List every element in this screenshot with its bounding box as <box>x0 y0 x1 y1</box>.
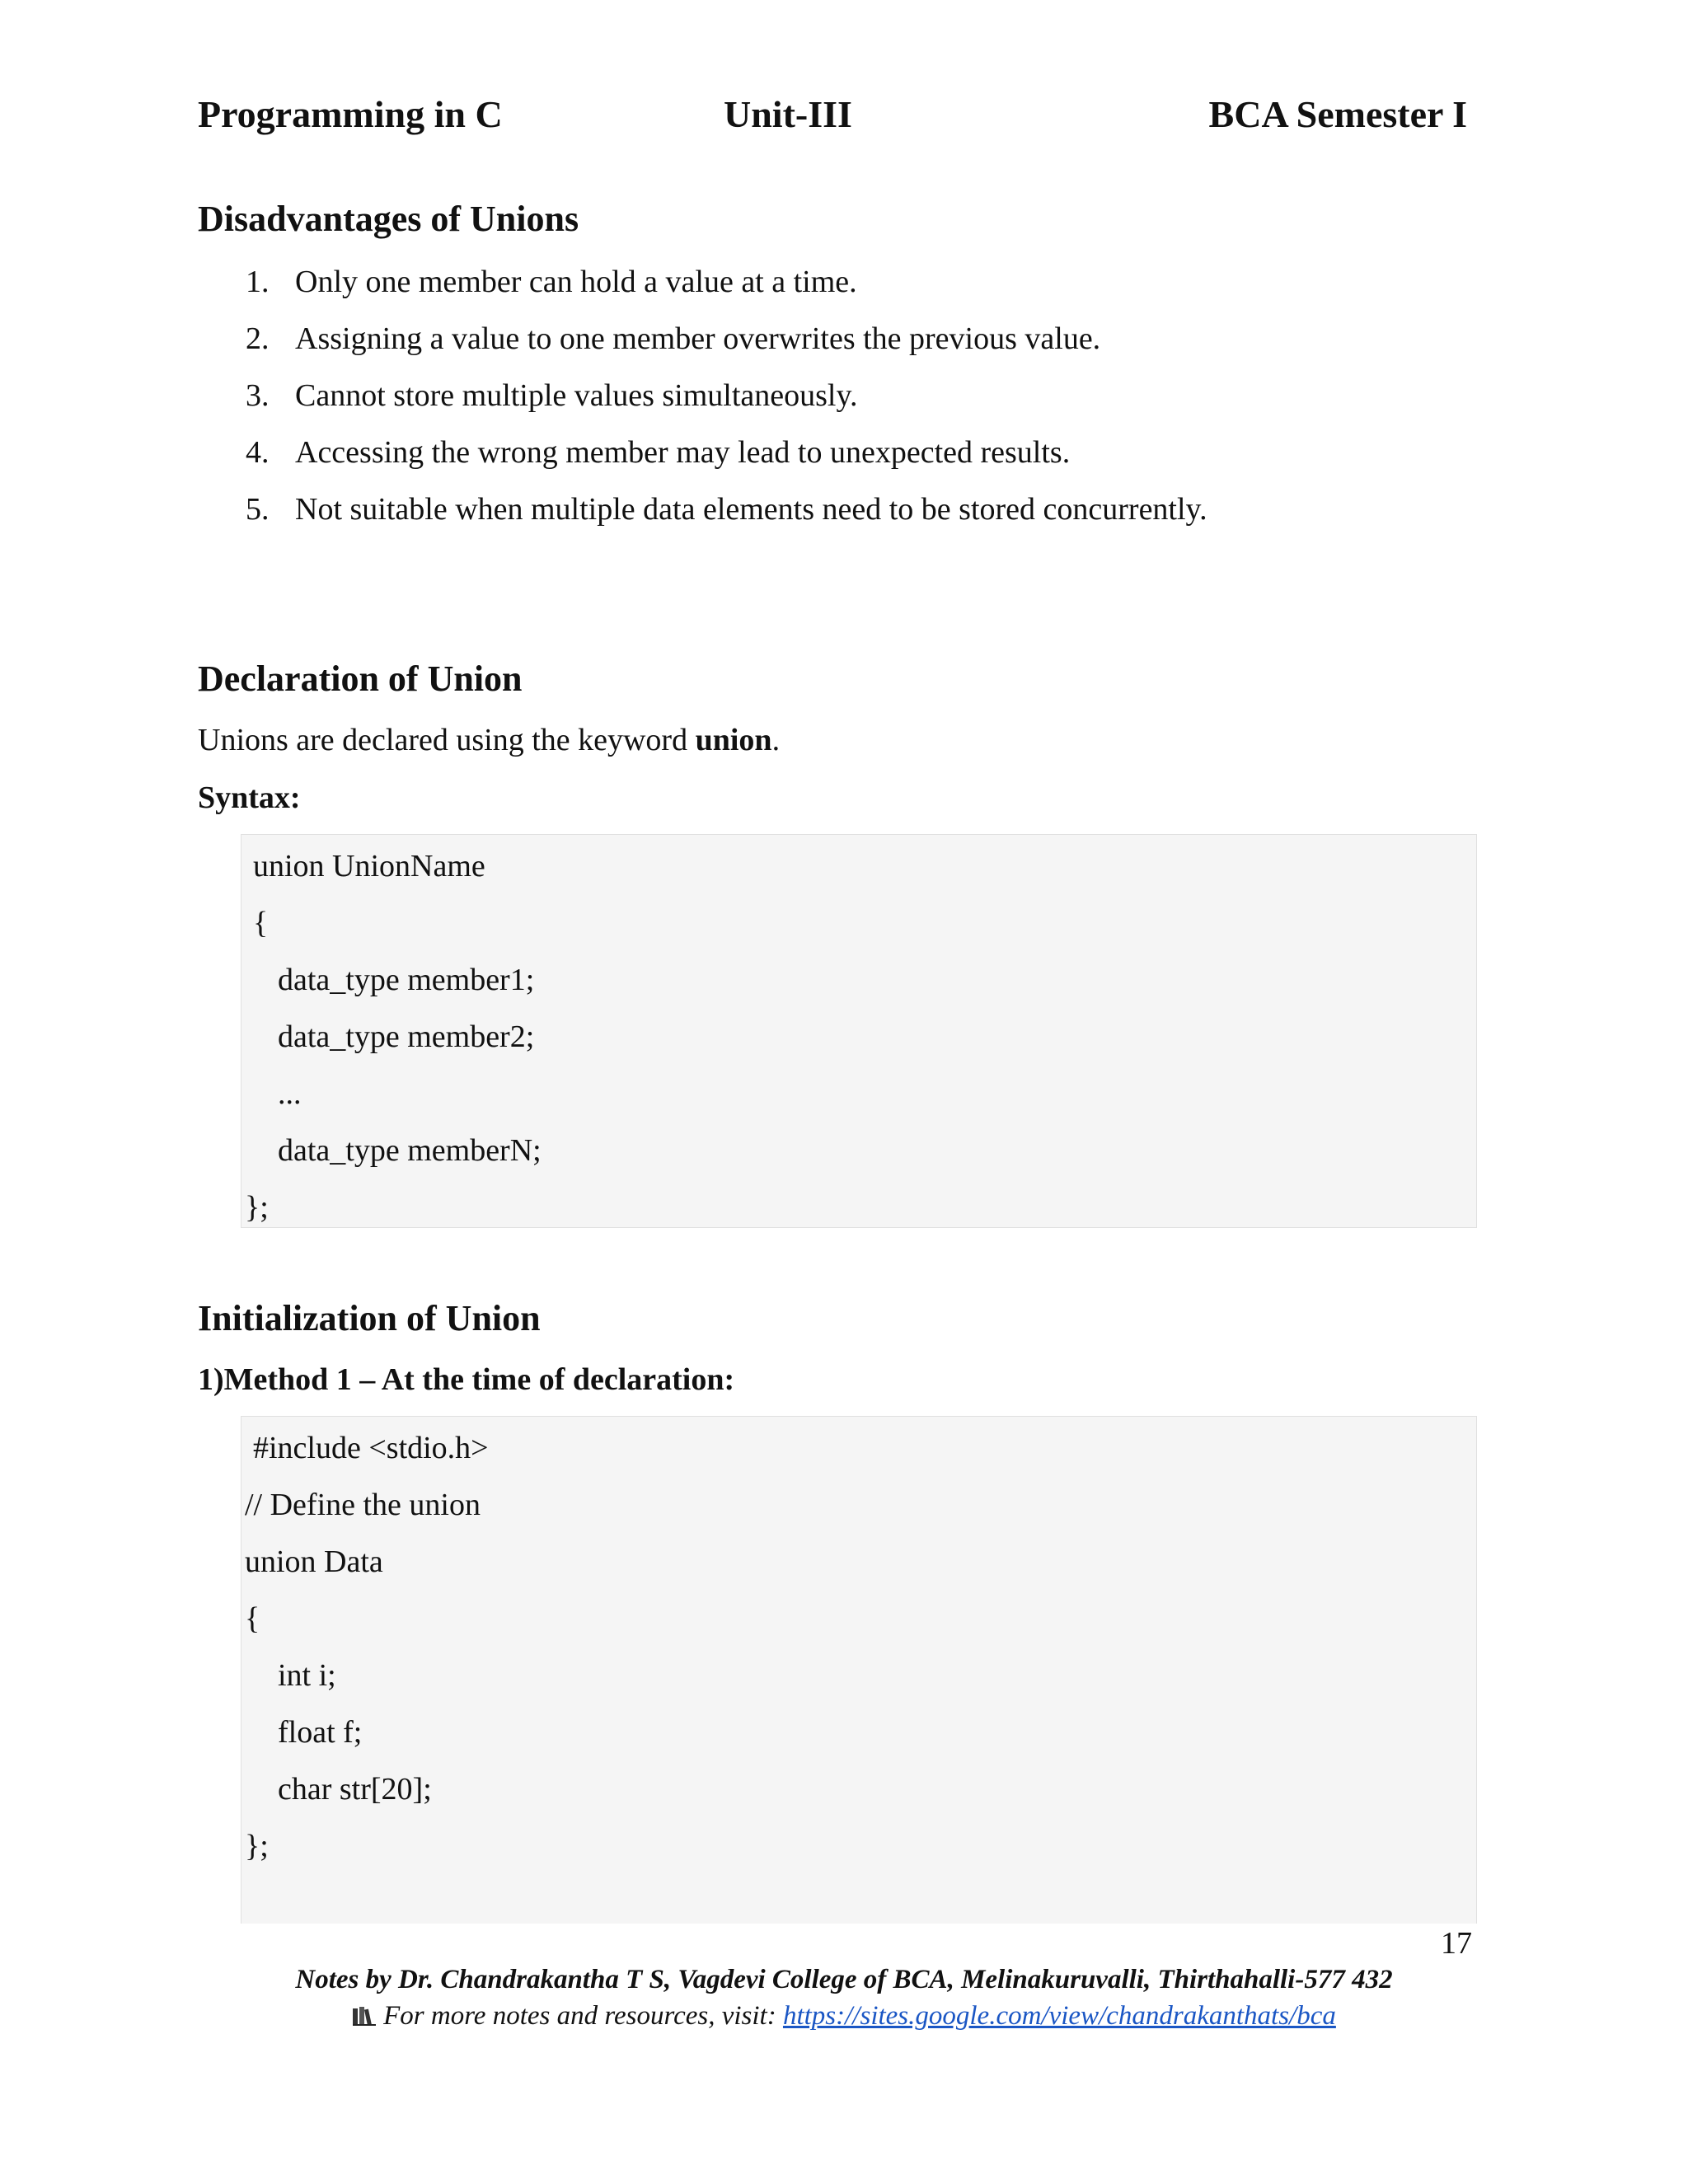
code-line: data_type member1; <box>278 963 535 997</box>
list-item-text: Not suitable when multiple data elements need to be stored concurrently. <box>295 492 1207 527</box>
list-item-number: 4. <box>246 435 270 470</box>
list-item-text: Only one member can hold a value at a time. <box>295 265 857 299</box>
code-line: data_type member2; <box>278 1019 535 1054</box>
header-semester: BCA Semester I <box>1208 93 1467 135</box>
footer-resources-text: For more notes and resources, visit: <box>383 2001 783 2031</box>
header-unit: Unit-III <box>724 93 852 135</box>
list-item-number: 1. <box>246 265 270 299</box>
disadvantages-title: Disadvantages of Unions <box>198 199 579 239</box>
page-header <box>198 92 1467 150</box>
code-line: { <box>253 906 269 940</box>
list-item-number: 5. <box>246 492 270 527</box>
code-line: char str[20]; <box>278 1772 432 1807</box>
footer-credit: Notes by Dr. Chandrakantha T S, Vagdevi College of BCA, Melinakuruvalli, Thirthahalli-577 432 <box>295 1965 1393 1994</box>
init-code-block <box>241 1416 1477 1924</box>
list-item-text: Cannot store multiple values simultaneously. <box>295 378 858 413</box>
code-line: // Define the union <box>245 1488 481 1522</box>
list-item-text: Assigning a value to one member overwrites the previous value. <box>295 321 1101 356</box>
list-item-text: Accessing the wrong member may lead to unexpected results. <box>295 435 1071 470</box>
code-line: }; <box>245 1190 269 1225</box>
code-line: union UnionName <box>253 849 485 883</box>
code-line: { <box>245 1601 260 1636</box>
page-number: 17 <box>1441 1926 1472 1961</box>
declaration-title: Declaration of Union <box>198 658 523 699</box>
code-line: union Data <box>245 1544 383 1579</box>
union-keyword: union <box>695 723 772 757</box>
declaration-intro-end: . <box>771 723 781 757</box>
declaration-intro <box>198 722 780 758</box>
initialization-title: Initialization of Union <box>198 1298 541 1338</box>
code-line: data_type memberN; <box>278 1133 542 1168</box>
declaration-intro-text: Unions are declared using the keyword <box>198 723 696 757</box>
method1-label: 1)Method 1 – At the time of declaration: <box>198 1362 735 1397</box>
syntax-code-block <box>241 834 1477 1228</box>
syntax-label: Syntax: <box>198 780 301 815</box>
code-line: #include <stdio.h> <box>253 1431 489 1465</box>
footer-resources <box>0 1998 1688 2034</box>
list-item-number: 2. <box>246 321 270 356</box>
code-line: int i; <box>278 1658 336 1693</box>
code-line: ... <box>278 1076 302 1111</box>
footer-link[interactable]: https://sites.google.com/view/chandrakanthats/bca <box>782 2001 1336 2031</box>
code-line: float f; <box>278 1715 363 1750</box>
books-icon <box>352 2006 377 2026</box>
header-subject: Programming in C <box>198 93 503 135</box>
list-item-number: 3. <box>246 378 270 413</box>
page-footer <box>0 1961 1688 2034</box>
code-line: }; <box>245 1829 269 1863</box>
